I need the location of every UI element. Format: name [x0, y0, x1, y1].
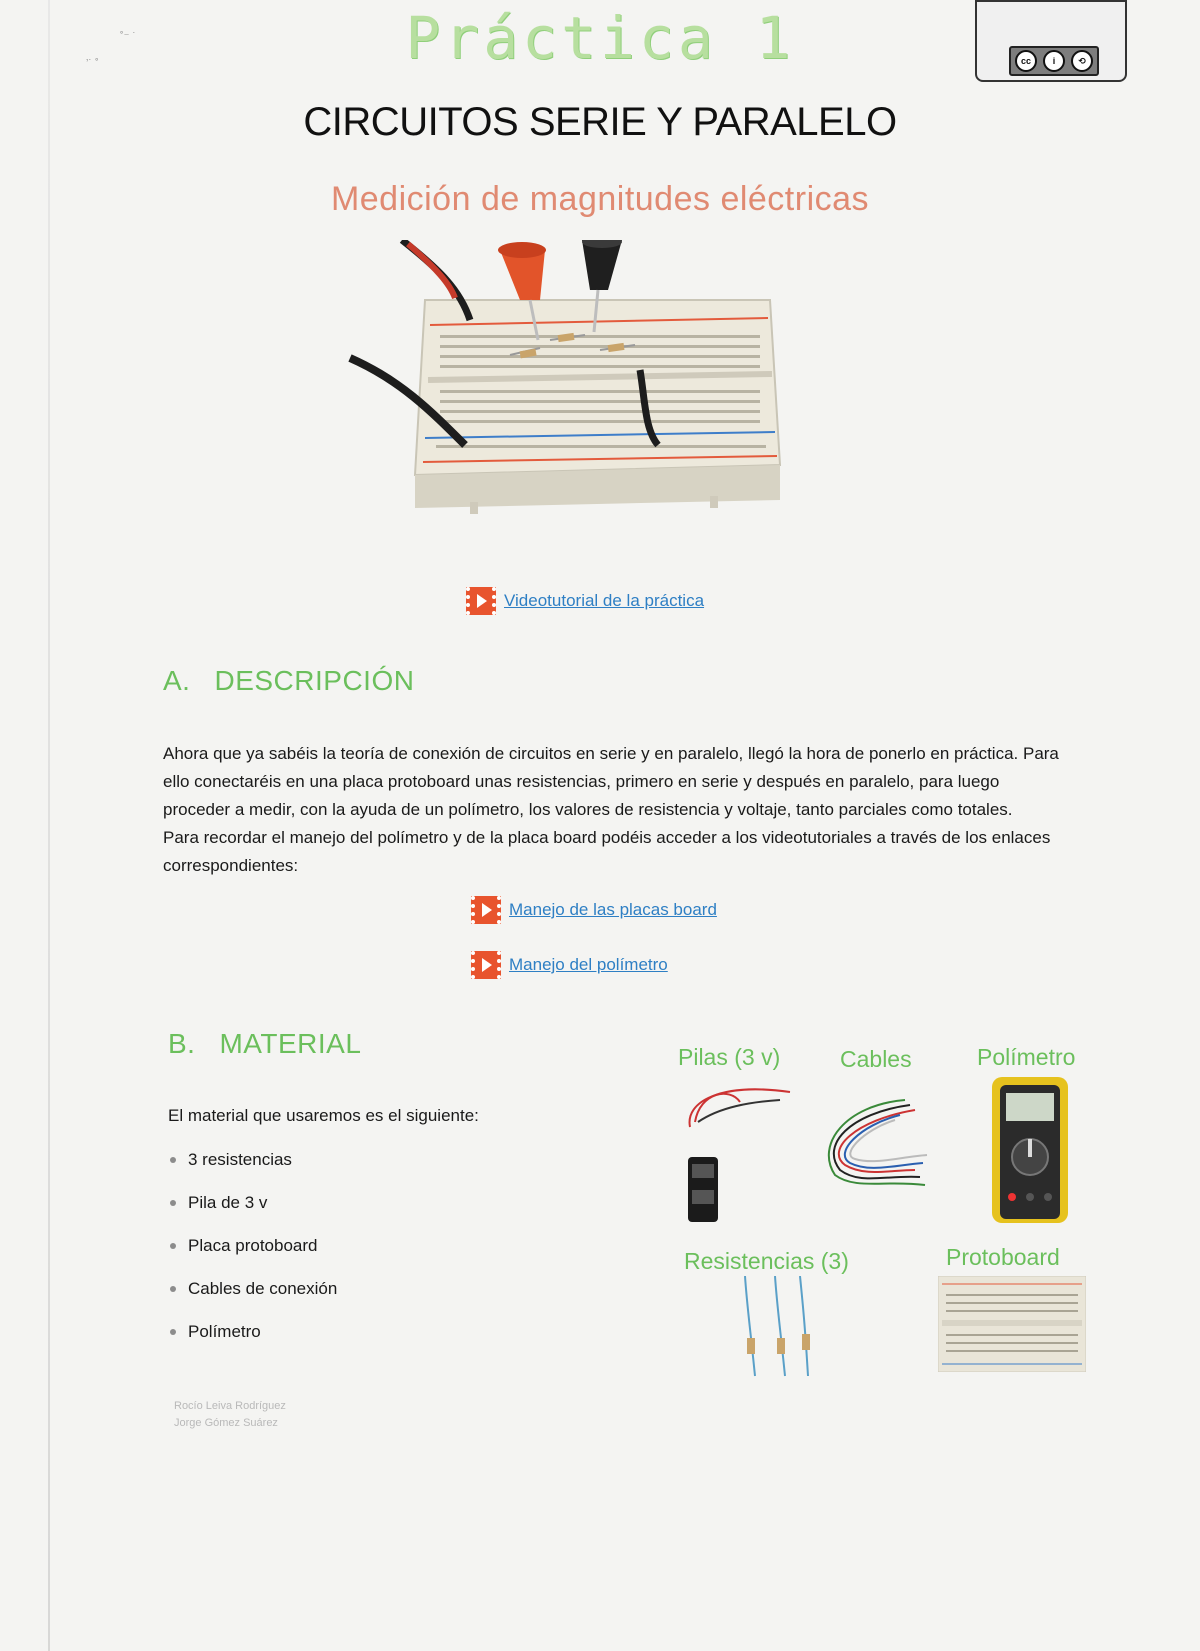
credit-author-1: Rocío Leiva Rodríguez — [174, 1400, 286, 1412]
bullet-icon — [170, 1157, 176, 1163]
section-b-letter: B. — [168, 1028, 196, 1059]
multimeter-tutorial-link[interactable] — [471, 951, 668, 979]
protoboard-photo — [938, 1276, 1086, 1372]
list-item-label: Placa protoboard — [188, 1236, 318, 1255]
boards-tutorial-link[interactable] — [471, 896, 717, 924]
section-a-letter: A. — [163, 665, 191, 696]
credit-author-2: Jorge Gómez Suárez — [174, 1417, 278, 1429]
material-intro: El material que usaremos es el siguiente: — [168, 1106, 479, 1125]
sa-icon: ⟲ — [1071, 50, 1093, 72]
video-tutorial-link[interactable] — [466, 587, 704, 615]
list-item-label: 3 resistencias — [188, 1150, 292, 1169]
bullet-icon — [170, 1243, 176, 1249]
resistors-label: Resistencias (3) — [684, 1248, 849, 1274]
multimeter-label: Polímetro — [977, 1044, 1076, 1070]
cc-license-icon — [1009, 46, 1099, 76]
bullet-icon — [170, 1329, 176, 1335]
creative-commons-badge — [975, 0, 1127, 82]
list-item-label: Pila de 3 v — [188, 1193, 268, 1212]
cables-photo — [815, 1095, 935, 1195]
boards-tutorial-link-label: Manejo de las placas board — [509, 900, 717, 919]
multimeter-tutorial-link-label: Manejo del polímetro — [509, 955, 668, 974]
section-a-title: DESCRIPCIÓN — [214, 665, 415, 696]
protoboard-label: Protoboard — [946, 1244, 1060, 1270]
section-a-heading — [163, 665, 414, 697]
video-tutorial-link-label: Videotutorial de la práctica — [504, 591, 705, 610]
breadboard-photo — [340, 240, 820, 530]
battery-photo — [680, 1082, 800, 1227]
list-item — [170, 1279, 337, 1322]
multimeter-play-icon — [471, 951, 501, 979]
list-item — [170, 1236, 337, 1279]
multimeter-photo — [990, 1075, 1070, 1225]
bullet-icon — [170, 1286, 176, 1292]
description-paragraph-2: Para recordar el manejo del polímetro y de la placa board podéis acceder a los videotutoriales a través de los enlaces correspondientes: — [163, 828, 1051, 875]
description-paragraph-1: Ahora que ya sabéis la teoría de conexión de circuitos en serie y en paralelo, llegó la hora de ponerlo en práctica. Para ello conectaréis en una placa protoboard unas resistencias, primero en serie y después en paralelo, para luego proceder a medir, con la ayuda de un polímetro, los valores de resistencia y voltaje, tanto parciales como totales. — [163, 744, 1059, 819]
credits — [174, 1398, 286, 1432]
section-b-title: MATERIAL — [219, 1028, 362, 1059]
resistors-photo — [735, 1276, 825, 1381]
section-b-heading — [168, 1028, 361, 1060]
scan-page-edge — [48, 0, 50, 1651]
page-subtitle: Medición de magnitudes eléctricas — [330, 180, 870, 218]
bullet-icon — [170, 1200, 176, 1206]
cc-icon: cc — [1015, 50, 1037, 72]
video-play-icon — [466, 587, 496, 615]
list-item-label: Polímetro — [188, 1322, 261, 1341]
boards-play-icon — [471, 896, 501, 924]
list-item-label: Cables de conexión — [188, 1279, 338, 1298]
list-item — [170, 1322, 337, 1365]
page-title: CIRCUITOS SERIE Y PARALELO — [303, 100, 897, 144]
list-item — [170, 1150, 337, 1193]
material-list — [170, 1150, 337, 1365]
list-item — [170, 1193, 337, 1236]
battery-label: Pilas (3 v) — [678, 1044, 781, 1070]
cables-label: Cables — [840, 1046, 912, 1072]
description-text — [163, 740, 1063, 880]
practice-title: Práctica 1 — [405, 4, 795, 72]
by-icon: i — [1043, 50, 1065, 72]
